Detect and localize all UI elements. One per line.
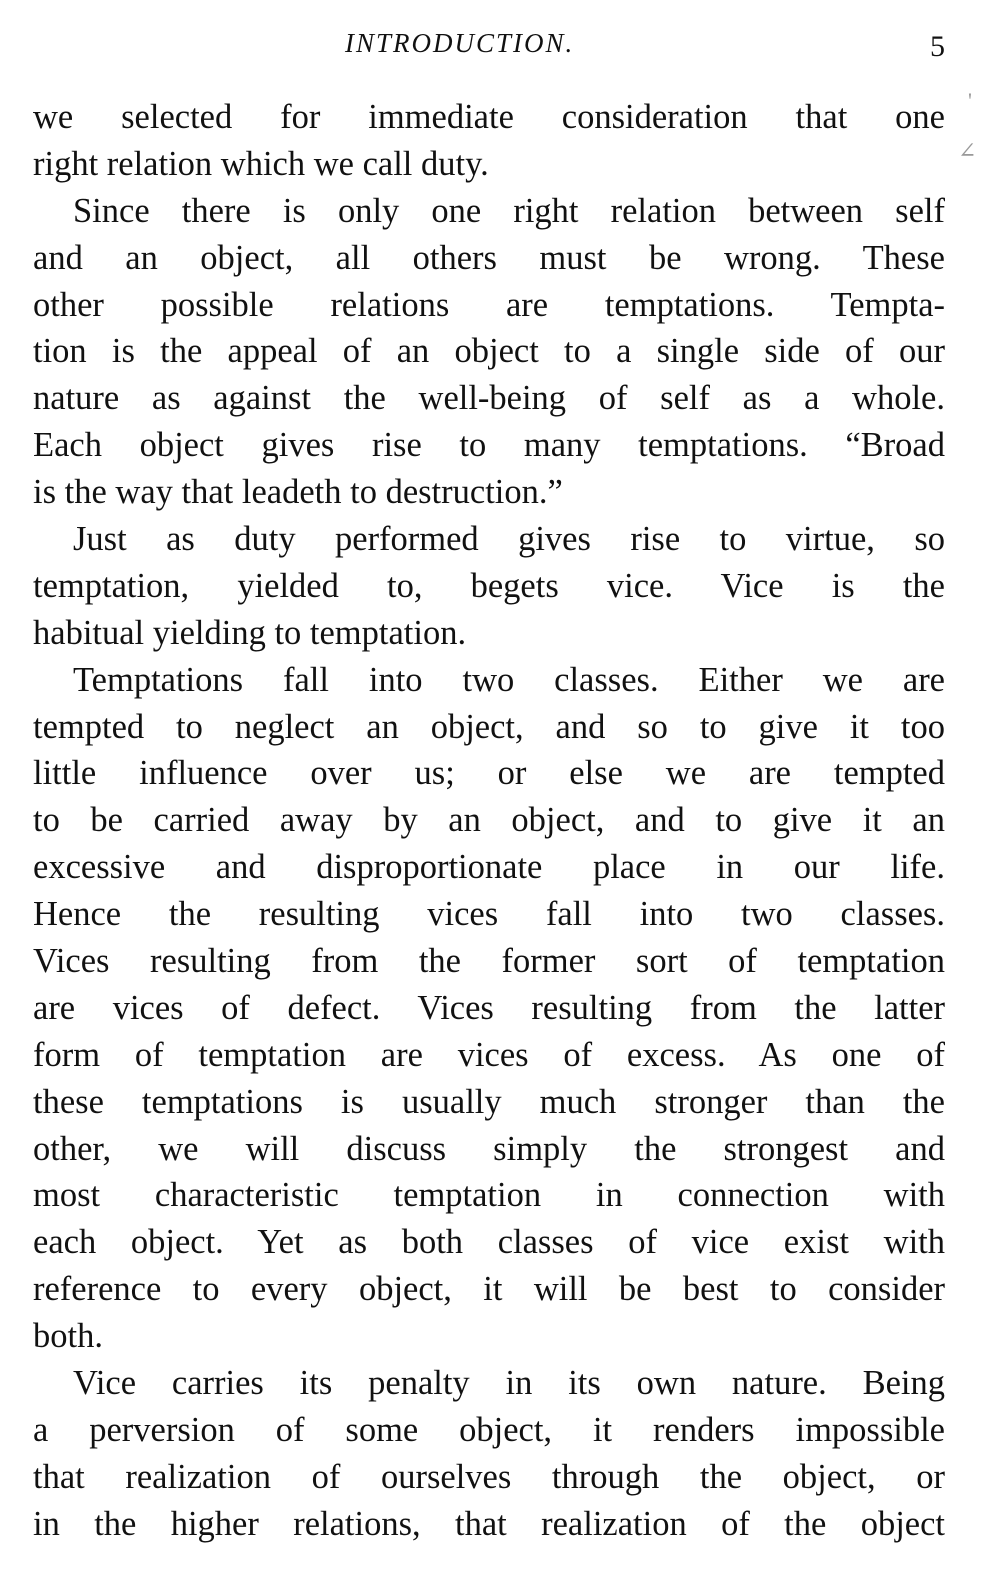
page-number: 5 bbox=[930, 30, 945, 63]
running-title: INTRODUCTION. bbox=[345, 28, 575, 58]
paragraph bbox=[33, 94, 945, 188]
text-line: Hence the resulting vices fall into two classes. bbox=[33, 895, 945, 934]
text-line: a perversion of some object, it renders impossible bbox=[33, 1410, 945, 1449]
paragraph bbox=[33, 188, 945, 516]
text-line: both. bbox=[33, 1317, 103, 1356]
text-line: Vice carries its penalty in its own nature. Being bbox=[73, 1364, 945, 1403]
text-line: form of temptation are vices of excess. As one of bbox=[33, 1035, 945, 1074]
text-line: Since there is only one right relation between self bbox=[73, 191, 945, 230]
text-line: excessive and disproportionate place in our life. bbox=[33, 848, 945, 887]
text-line: each object. Yet as both classes of vice exist with bbox=[33, 1223, 945, 1262]
text-line: and an object, all others must be wrong. These bbox=[33, 238, 945, 277]
text-line: we selected for immediate consideration that one bbox=[33, 98, 945, 136]
page-header bbox=[0, 28, 1000, 68]
scan-mark: ' bbox=[968, 88, 972, 113]
page-body bbox=[33, 94, 945, 1548]
text-line: other possible relations are temptations. Tempta- bbox=[33, 285, 945, 324]
text-line: habitual yielding to temptation. bbox=[33, 613, 467, 652]
text-line: tempted to neglect an object, and so to give it too bbox=[33, 707, 945, 746]
text-line: in the higher relations, that realization of the object bbox=[33, 1504, 945, 1543]
text-line: that realization of ourselves through the object, or bbox=[33, 1457, 945, 1496]
scan-mark: ∠ bbox=[958, 138, 977, 163]
text-line: is the way that leadeth to destruction.” bbox=[33, 473, 563, 512]
text-line: Just as duty performed gives rise to virtue, so bbox=[73, 520, 945, 559]
text-line: Temptations fall into two classes. Either we are bbox=[73, 660, 945, 699]
text-line: nature as against the well-being of self as a whole. bbox=[33, 379, 945, 418]
text-line: Each object gives rise to many temptations. “Broad bbox=[33, 426, 945, 465]
paragraph bbox=[33, 657, 945, 1360]
text-line: right relation which we call duty. bbox=[33, 144, 489, 183]
text-line: tion is the appeal of an object to a single side of our bbox=[33, 332, 945, 371]
text-line: to be carried away by an object, and to give it an bbox=[33, 801, 945, 840]
text-line: most characteristic temptation in connection with bbox=[33, 1176, 945, 1215]
paragraph bbox=[33, 516, 945, 657]
text-line: other, we will discuss simply the strongest and bbox=[33, 1129, 945, 1168]
paragraph bbox=[33, 1360, 945, 1548]
text-line: little influence over us; or else we are tempted bbox=[33, 754, 945, 793]
text-line: Vices resulting from the former sort of temptation bbox=[33, 942, 945, 981]
text-line: are vices of defect. Vices resulting from the latter bbox=[33, 988, 945, 1027]
text-line: temptation, yielded to, begets vice. Vice is the bbox=[33, 566, 945, 605]
text-line: reference to every object, it will be best to consider bbox=[33, 1270, 945, 1309]
text-line: these temptations is usually much stronger than the bbox=[33, 1082, 945, 1121]
